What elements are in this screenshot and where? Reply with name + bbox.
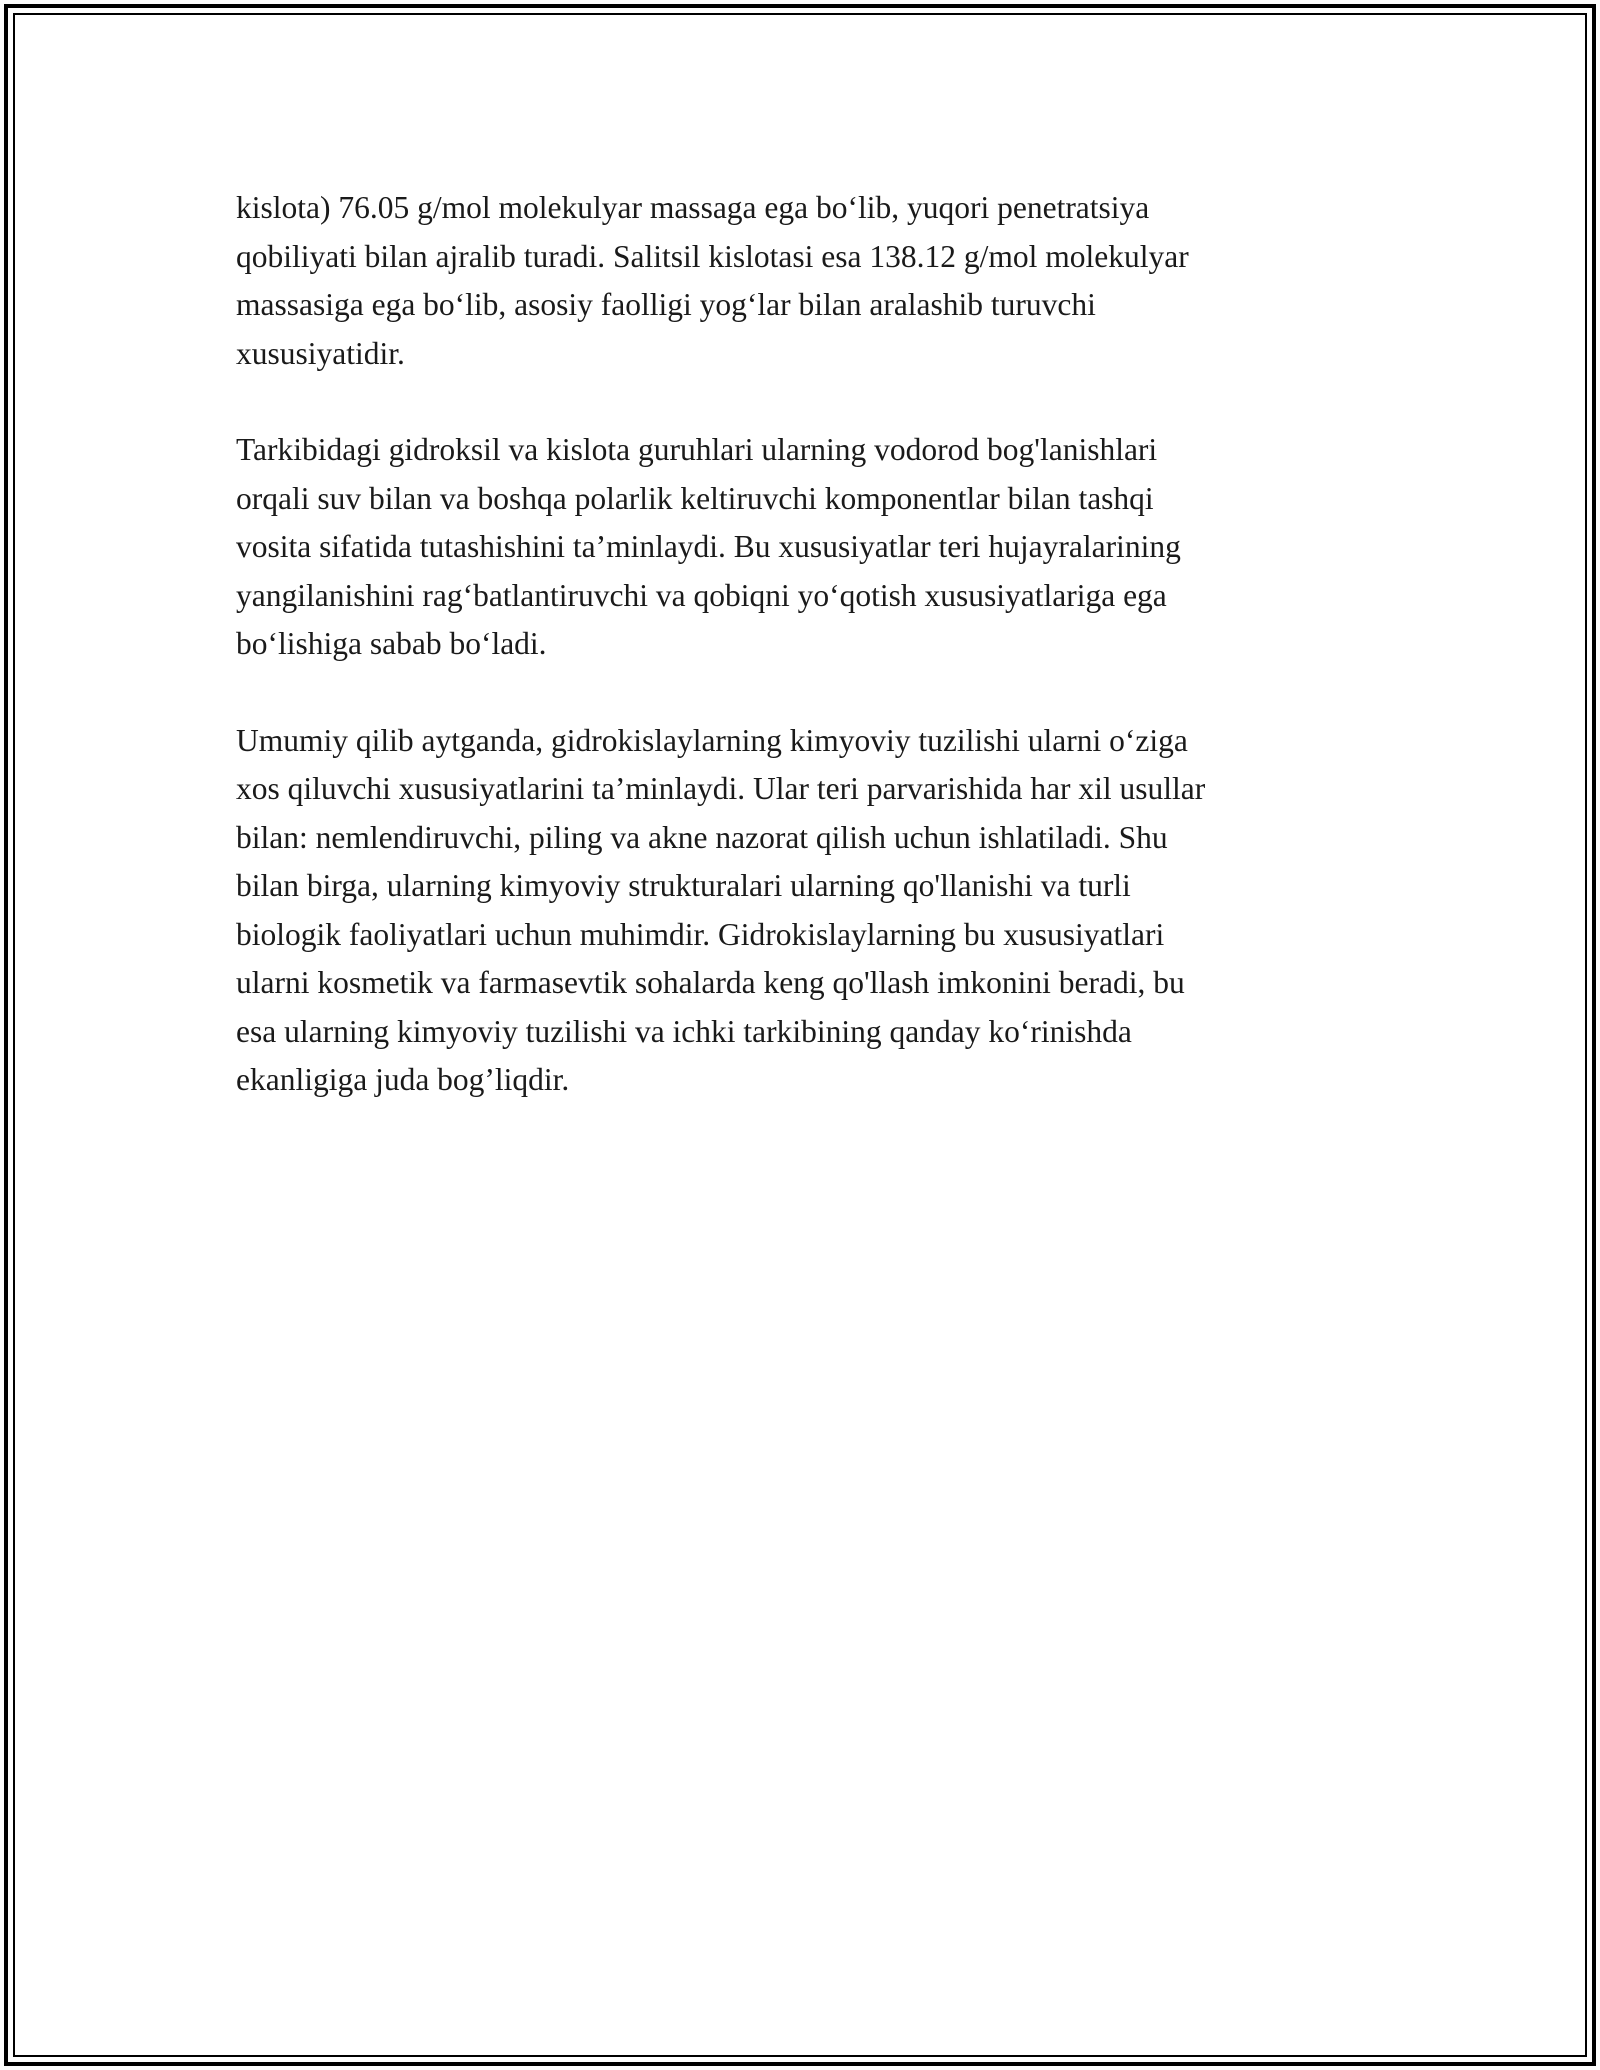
text-line: xususiyatidir. [236,335,405,371]
text-line: kislota) 76.05 g/mol molekulyar massaga ega bo‘lib, yuqori penetratsiya [236,190,1150,225]
text-line: bilan birga, ularning kimyoviy strukturalari ularning qo'llanishi va turli [236,868,1131,903]
text-line: bilan: nemlendiruvchi, piling va akne nazorat qilish uchun ishlatiladi. Shu [236,819,1168,855]
text-line: vosita sifatida tutashishini ta’minlaydi. Bu xususiyatlar teri hujayralarining [236,529,1181,564]
text-line: massasiga ega bo‘lib, asosiy faolligi yog‘lar bilan aralashib turuvchi [236,287,1096,322]
text-line: Umumiy qilib aytganda, gidrokislaylarning kimyoviy tuzilishi ularni o‘ziga [236,722,1188,758]
text-line: bo‘lishiga sabab bo‘ladi. [236,626,547,661]
text-line: qobiliyati bilan ajralib turadi. Salitsil kislotasi esa 138.12 g/mol molekulyar [236,238,1189,274]
text-line: orqali suv bilan va boshqa polarlik keltiruvchi komponentlar bilan tashqi [236,480,1154,516]
text-line: Tarkibidagi gidroksil va kislota guruhlari ularning vodorod bog'lanishlari [236,432,1158,467]
paragraph-3 [236,717,1376,1105]
paragraph-1 [236,184,1376,378]
text-line: biologik faoliyatlari uchun muhimdir. Gidrokislaylarning bu xususiyatlari [236,916,1165,952]
paragraph-2 [236,426,1376,669]
text-line: ekanligiga juda bog’liqdir. [236,1062,570,1097]
text-line: yangilanishini rag‘batlantiruvchi va qobiqni yo‘qotish xususiyatlariga ega [236,577,1167,613]
text-line: ularni kosmetik va farmasevtik sohalarda keng qo'llash imkonini beradi, bu [236,965,1185,1000]
document-body [236,184,1376,1153]
text-line: esa ularning kimyoviy tuzilishi va ichki tarkibining qanday ko‘rinishda [236,1013,1132,1049]
text-line: xos qiluvchi xususiyatlarini ta’minlaydi. Ular teri parvarishida har xil usullar [236,771,1206,806]
